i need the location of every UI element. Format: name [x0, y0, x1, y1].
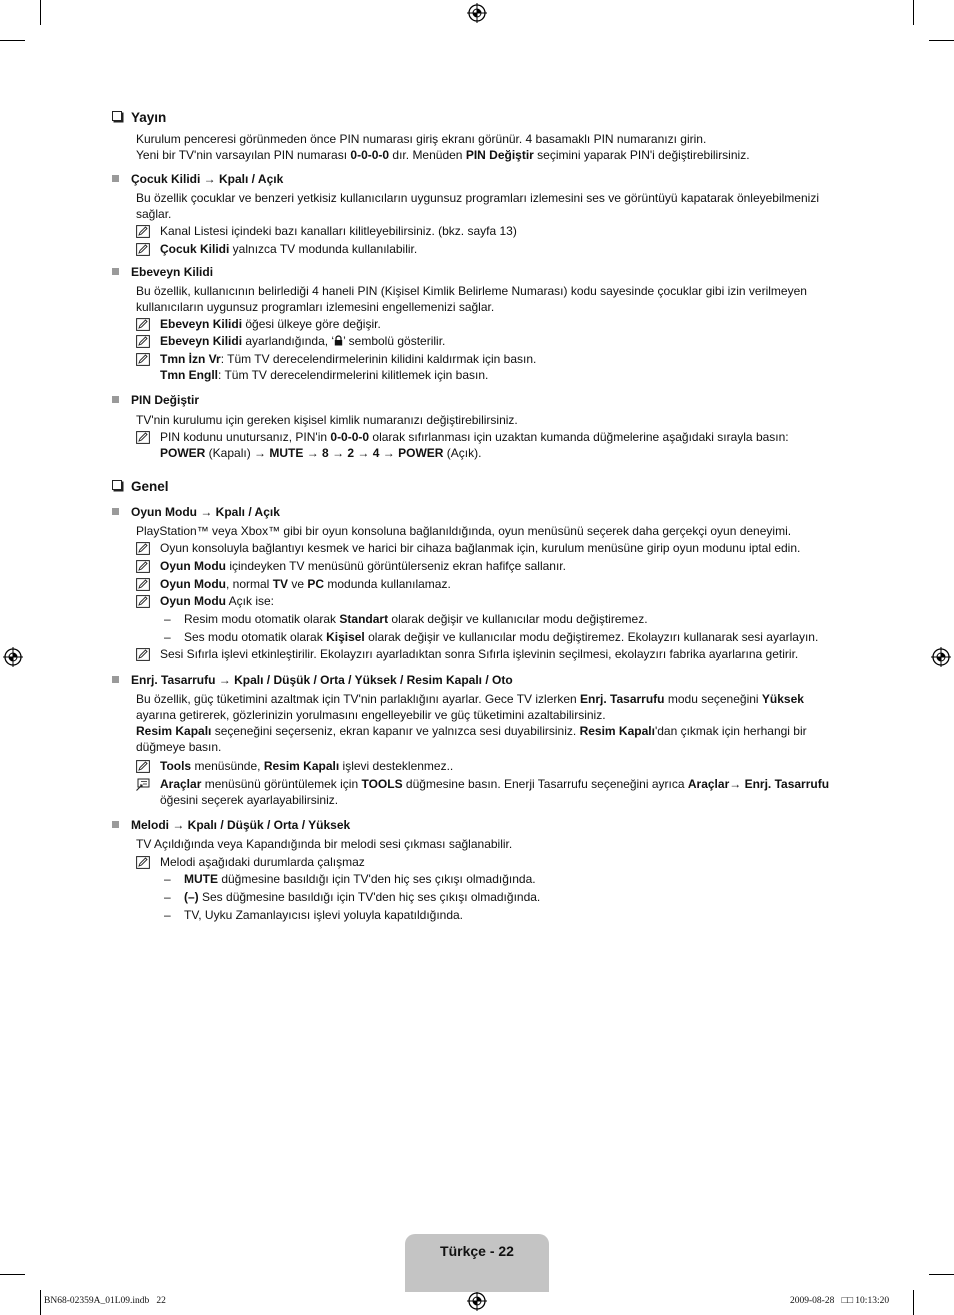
subheading-ebeveyn-kilidi: Ebeveyn Kilidi: [112, 265, 213, 279]
note-item: Ebeveyn Kilidi öğesi ülkeye göre değişir.: [136, 317, 842, 333]
section-heading-yayin: Yayın: [112, 110, 166, 125]
note-pencil-icon: [136, 353, 150, 366]
crop-mark: [40, 0, 41, 25]
note-pencil-icon: [136, 431, 150, 444]
note-pencil-icon: [136, 335, 150, 348]
subheading-cocuk-kilidi: Çocuk Kilidi → Kpalı / Açık: [112, 172, 283, 186]
checkbox-bullet-icon: [112, 111, 122, 121]
lock-icon: [334, 335, 343, 346]
dash-item: – TV, Uyku Zamanlayıcısı işlevi yoluyla kapatıldığında.: [164, 908, 464, 922]
note-item: PIN kodunu unutursanız, PIN'in 0-0-0-0 olarak sıfırlanması için uzaktan kumanda düğmelerine aşağıdaki sırayla basın: POWER (Kapalı) → MUTE → 8 → 2 → 4 → POWER (Açık).: [136, 430, 842, 461]
note-item: Tools menüsünde, Resim Kapalı işlevi desteklenmez..: [136, 759, 842, 775]
paragraph: PlayStation™ veya Xbox™ gibi bir oyun konsoluna bağlanıldığında, oyun menüsünü seçerek daha gerçekçi oyun deneyimi.: [136, 524, 792, 538]
dash-item: – Ses modu otomatik olarak Kişisel olarak değişir ve kullanıcılar modu değiştiremez. Ekolayzırı kullanarak sesi ayarlayın.: [164, 630, 819, 644]
paragraph: Bu özellik, güç tüketimini azaltmak için TV'nin parlaklığını ayarlar. Gece TV izlerken Enrj. Tasarrufu modu seçeneğini Yüksek ayarına getirerek, gözlerinizin yorulmasını engelleyebilir ve güç tüketimini azaltabilirsiniz.: [136, 692, 804, 722]
registration-mark-icon: [467, 3, 487, 23]
dash-item: – (–) Ses düğmesine basıldığı için TV'den hiç ses çıkışı olmadığında.: [164, 890, 541, 904]
crop-mark: [0, 40, 25, 41]
paragraph: TV'nin kurulumu için gereken kişisel kimlik numaranızı değiştirebilirsiniz.: [136, 413, 518, 427]
square-bullet-icon: [112, 396, 119, 403]
note-pencil-icon: [136, 560, 150, 573]
note-pencil-icon: [136, 318, 150, 331]
tools-icon: [136, 778, 150, 791]
crop-mark: [0, 1274, 25, 1275]
paragraph: Resim Kapalı seçeneğini seçerseniz, ekran kapanır ve yalnızca sesi duyabilirsiniz. Resim Kapalı'dan çıkmak için herhangi bir düğmeye basın.: [136, 724, 807, 754]
print-slug-right: 2009-08-28 □□ 10:13:20: [790, 1296, 890, 1306]
subheading-pin-degistir: PIN Değiştir: [112, 393, 199, 407]
crop-mark: [40, 1290, 41, 1315]
note-pencil-icon: [136, 542, 150, 555]
note-item: Oyun Modu, normal TV ve PC modunda kullanılamaz.: [136, 577, 842, 593]
note-item: Araçlar menüsünü görüntülemek için TOOLS düğmesine basın. Enerji Tasarrufu seçeneğini ayrıca Araçlar→ Enrj. Tasarrufu öğesini seçerek ayarlayabilirsiniz.: [136, 777, 842, 808]
note-item: Sesi Sıfırla işlevi etkinleştirilir. Ekolayzırı ayarladıktan sonra Sıfırla işlevinin seçilmesi, ekolayzırı fabrika ayarlarına getirir.: [136, 647, 842, 663]
note-pencil-icon: [136, 856, 150, 869]
paragraph: Bu özellik, kullanıcının belirlediği 4 haneli PIN (Kişisel Kimlik Belirleme Numarası) kodu sayesinde çocuklar gibi izin verilmeyen kullanıcıların uygunsuz programları izlemesini engellemenizi sağlar.: [136, 284, 807, 314]
crop-mark: [929, 1274, 954, 1275]
note-pencil-icon: [136, 243, 150, 256]
square-bullet-icon: [112, 175, 119, 182]
note-item: Oyun Modu Açık ise:: [136, 594, 842, 610]
note-pencil-icon: [136, 595, 150, 608]
subheading-melodi: Melodi → Kpalı / Düşük / Orta / Yüksek: [112, 818, 350, 832]
square-bullet-icon: [112, 268, 119, 275]
paragraph: Bu özellik çocuklar ve benzeri yetkisiz kullanıcıların uygunsuz programları izlemesini ses ve görüntüyü kapatarak önleyebilmenizi sağlar.: [136, 191, 819, 221]
print-slug-left: BN68-02359A_01L09.indb 22: [44, 1296, 166, 1306]
note-item: Kanal Listesi içindeki bazı kanalları kilitleyebilirsiniz. (bkz. sayfa 13): [136, 224, 842, 240]
note-item: Ebeveyn Kilidi ayarlandığında, ‘ ’ sembolü gösterilir.: [136, 334, 842, 350]
crop-mark: [929, 40, 954, 41]
paragraph: Kurulum penceresi görünmeden önce PIN numarası giriş ekranı görünür. 4 basamaklı PIN numaranızı girin. Yeni bir TV'nin varsayılan PIN numarası 0-0-0-0 dır. Menüden PIN Değiştir seçimini yaparak PIN'i değiştirebilirsiniz.: [136, 132, 750, 162]
checkbox-bullet-icon: [112, 480, 122, 490]
square-bullet-icon: [112, 508, 119, 515]
page-number-tab: [405, 1234, 549, 1292]
dash-item: – Resim modu otomatik olarak Standart olarak değişir ve kullanıcılar modu değiştiremez.: [164, 612, 648, 626]
note-item: Melodi aşağıdaki durumlarda çalışmaz: [136, 855, 842, 871]
note-pencil-icon: [136, 760, 150, 773]
note-pencil-icon: [136, 648, 150, 661]
section-heading-genel: Genel: [112, 479, 169, 494]
note-item: Oyun Modu içindeyken TV menüsünü görüntülerseniz ekran hafifçe sallanır.: [136, 559, 842, 575]
note-pencil-icon: [136, 578, 150, 591]
subheading-oyun-modu: Oyun Modu → Kpalı / Açık: [112, 505, 280, 519]
registration-mark-icon: [931, 647, 951, 667]
registration-mark-icon: [467, 1291, 487, 1311]
subheading-enerji-tasarrufu: Enrj. Tasarrufu → Kpalı / Düşük / Orta / Yüksek / Resim Kapalı / Oto: [112, 673, 513, 687]
square-bullet-icon: [112, 821, 119, 828]
registration-mark-icon: [3, 647, 23, 667]
dash-item: – MUTE düğmesine basıldığı için TV'den hiç ses çıkışı olmadığında.: [164, 872, 536, 886]
square-bullet-icon: [112, 676, 119, 683]
note-item: Tmn İzn Vr: Tüm TV derecelendirmelerinin kilidini kaldırmak için basın. Tmn Engll: Tüm TV derecelendirmelerini kilitlemek için basın.: [136, 352, 842, 383]
paragraph: TV Açıldığında veya Kapandığında bir melodi sesi çıkması sağlanabilir.: [136, 837, 513, 851]
page-number: Türkçe - 22: [440, 1243, 514, 1259]
crop-mark: [913, 1290, 914, 1315]
note-item: Oyun konsoluyla bağlantıyı kesmek ve harici bir cihaza bağlanmak için, kurulum menüsüne girip oyun modunu iptal edin.: [136, 541, 842, 557]
note-item: Çocuk Kilidi yalnızca TV modunda kullanılabilir.: [136, 242, 842, 258]
crop-mark: [913, 0, 914, 25]
note-pencil-icon: [136, 225, 150, 238]
